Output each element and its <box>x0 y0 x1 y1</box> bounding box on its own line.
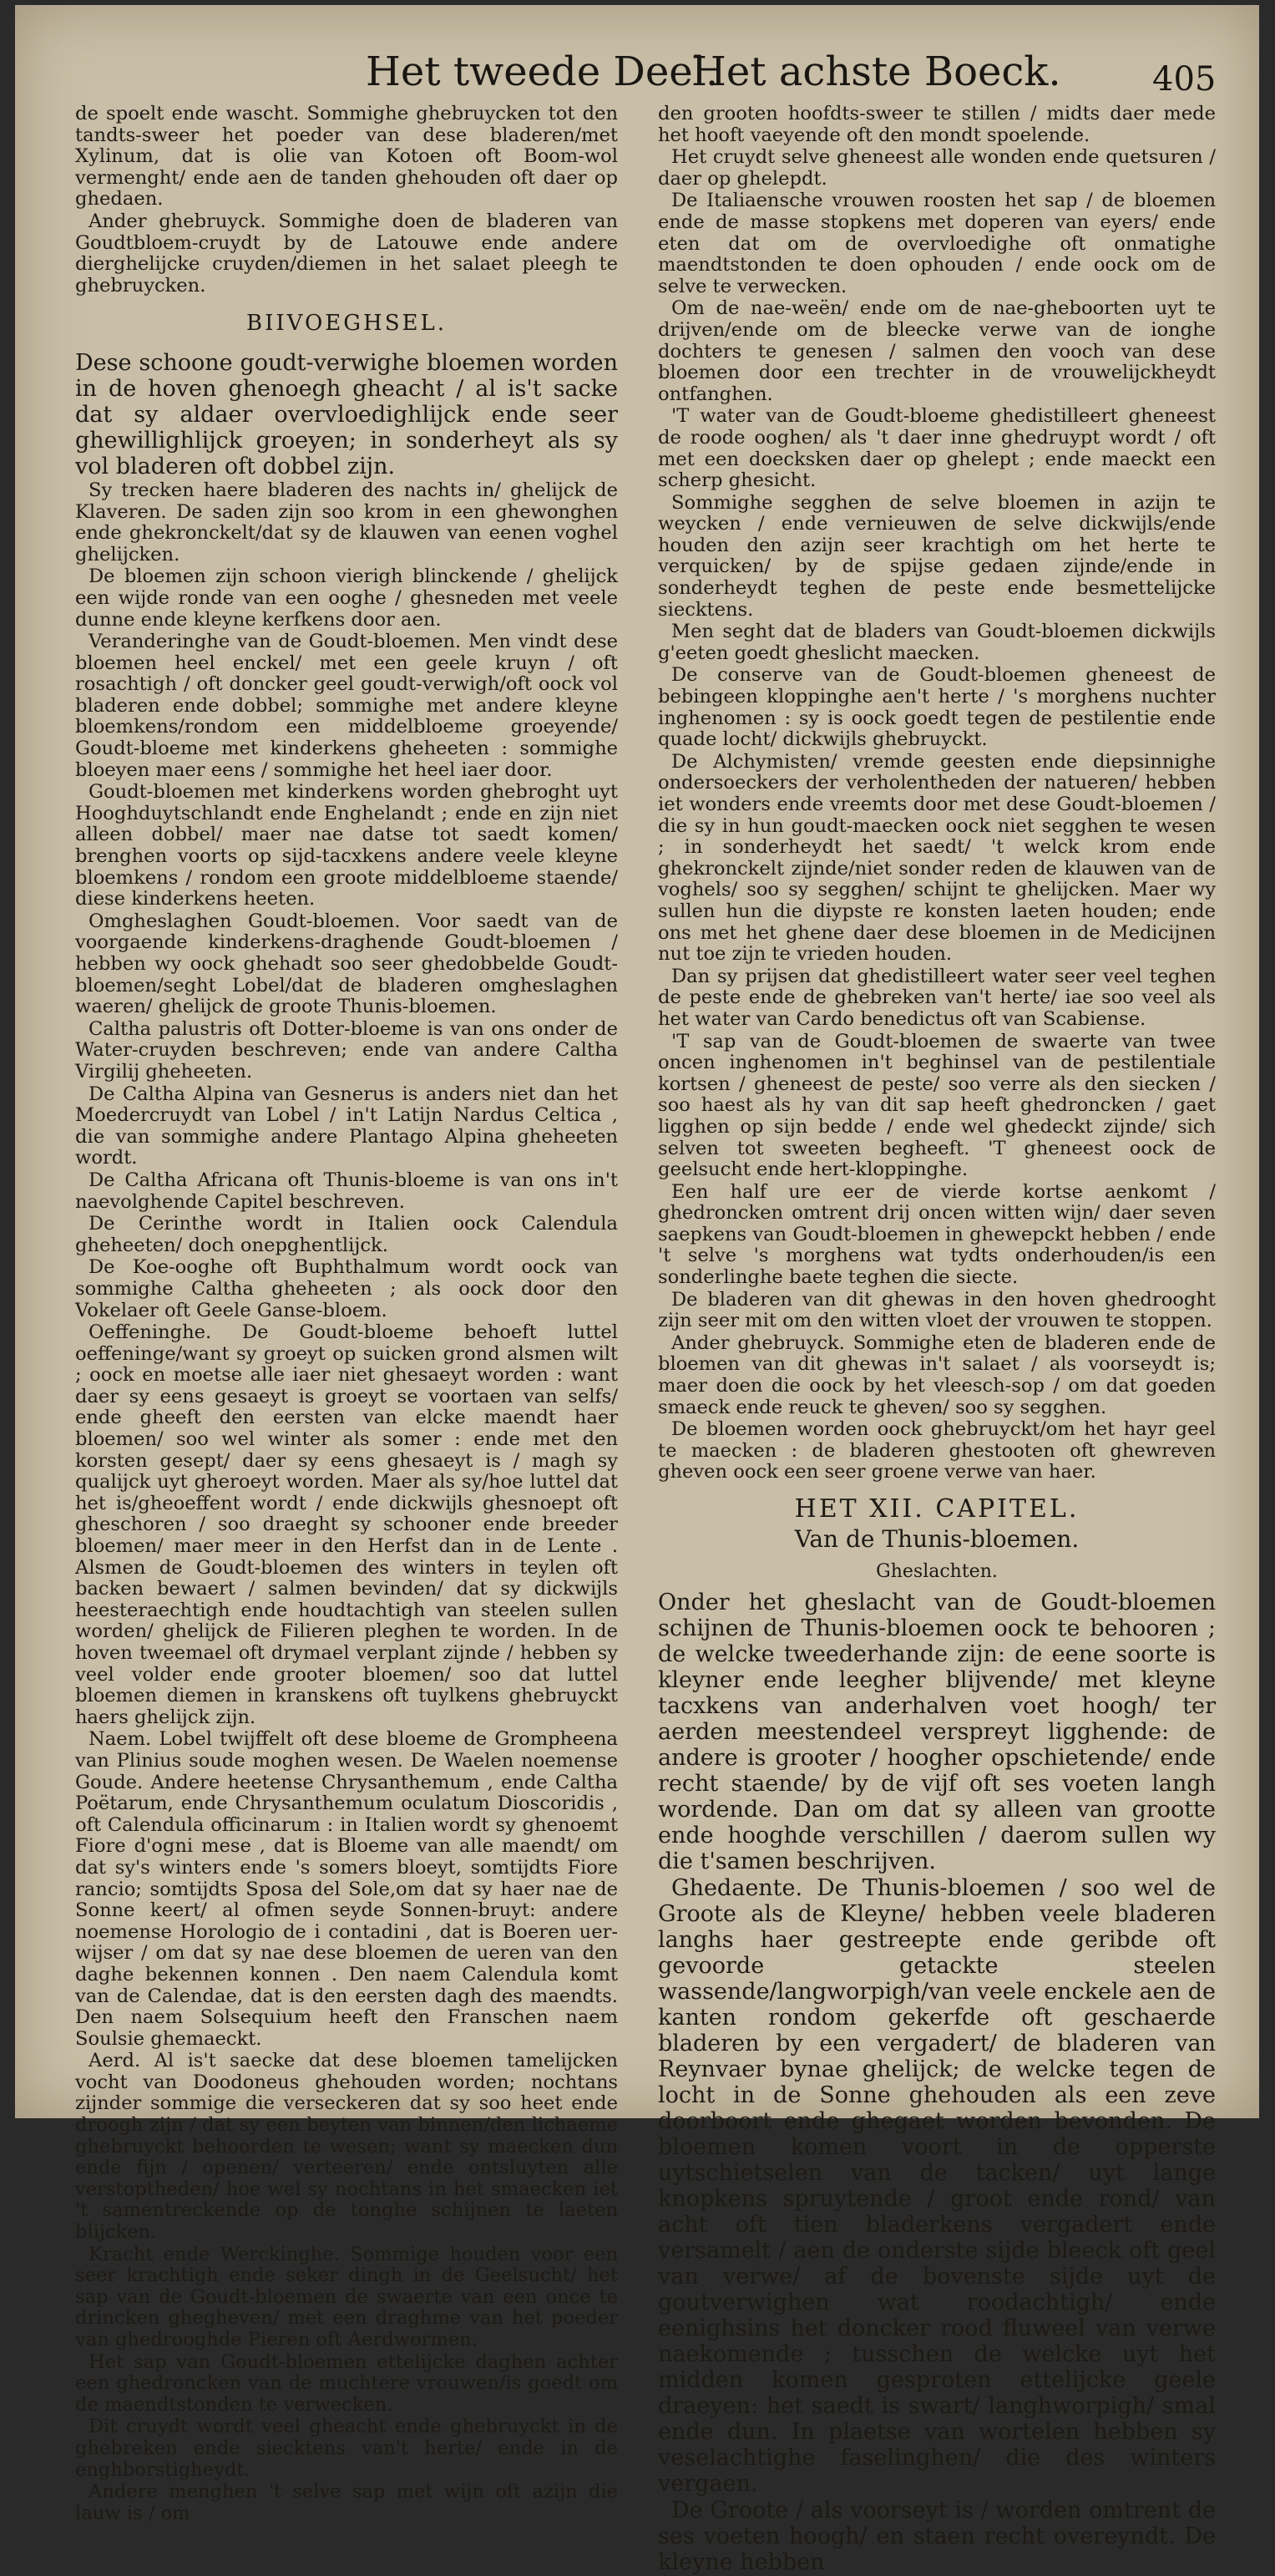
paragraph: Het sap van Goudt-bloemen ettelijcke daghen achter een ghedroncken van de muchtere vrouwen/is goedt om de maendtstonden te verwecken. <box>75 2350 618 2416</box>
paragraph: Omgheslaghen Goudt-bloemen. Voor saedt van de voorgaende kinderkens-draghende Goudt-bloemen / hebben wy oock ghehadt soo seer ghedobbelde Goudt-bloemen/seght Lobel/dat de bladeren omgheslaghen waeren/ ghelijck de groote Thunis-bloemen. <box>75 910 618 1018</box>
chapter-title: HET XII. CAPITEL. <box>794 1494 1080 1524</box>
paragraph: De Caltha Alpina van Gesnerus is anders niet dan het Moedercruydt van Lobel / in't Latijn Nardus Celtica , die van sommighe andere Plantago Alpina gheheeten wordt. <box>75 1083 618 1169</box>
paragraph: De Alchymisten/ vremde geesten ende diepsinnighe ondersoeckers der verholentheden der natueren/ hebben iet wonders ende vreemts door met dese Goudt-bloemen / die sy in hun goudt-maecken oock niet segghen te wesen ; in sonderheydt het saedt/ 't welck krom ende ghekronckelt zijnde/niet sonder reden de klauwen van de voghels/ soo sy segghen/ schijnt te ghelijcken. Maer wy sullen hun die diypste re konsten laeten houden; ende ons met het ghene daer dese bloemen in de Medicijnen nut toe zijn te vrieden houden. <box>658 750 1216 966</box>
paragraph: de spoelt ende wascht. Sommighe ghebruycken tot den tandts-sweer het poeder van dese bladeren/met Xylinum, dat is olie van Kotoen oft Boom-wol vermenght/ ende aen de tanden ghehouden oft daer op ghedaen. <box>75 103 618 210</box>
paragraph: Dan sy prijsen dat ghedistilleert water seer veel teghen de peste ende de ghebreken van't herte/ iae soo veel als het water van Cardo benedictus oft van Scabiense. <box>658 965 1216 1030</box>
paragraph: Ander ghebruyck. Sommighe eten de bladeren ende de bloemen van dit ghewas in't salaet / als voorseydt is; maer doen die oock by het vleesch-sop / om dat goeden smaeck ende reuck te gheven/ soo sy segghen. <box>658 1331 1216 1418</box>
paragraph: De Koe-ooghe oft Buphthalmum wordt oock van sommighe Caltha gheheeten ; als oock door den Vokelaer oft Geele Ganse-bloem. <box>75 1256 618 1321</box>
paragraph: De Caltha Africana oft Thunis-bloeme is van ons in't naevolghende Capitel beschreven. <box>75 1169 618 1213</box>
paragraph: 'T water van de Goudt-bloeme ghedistilleert gheneest de roode ooghen/ als 't daer inne ghedruypt wordt / oft met een doecksken daer op ghelept ; ende maeckt een scherp ghesicht. <box>658 405 1216 492</box>
paragraph: Naem. Lobel twijffelt oft dese bloeme de Grompheena van Plinius soude moghen wesen. De Waelen noemense Goude. Andere heetense Chrysanthemum , ende Caltha Poëtarum, ende Chrysanthemum oculatum Dioscoridis , oft Calendula officinarum : in Italien wordt sy ghenoemt Fiore d'ogni mese , dat is Bloeme van alle maendt/ om dat sy's winters ende 's somers bloeyt, somtijdts Fiore rancio; somtijdts Sposa del Sole,om dat sy haer nae de Sonne keert/ al ofmen seyde Sonnen-bruyt: andere noemense Horologio de i contadini , dat is Boeren uer-wijser / om dat sy nae dese bloemen de ueren van den daghe bekennen konnen . Den naem Calendula komt van de Calendae, dat is den eersten dagh des maendts. Den naem Solsequium heeft den Franschen naem Soulsie ghemaeckt. <box>75 1728 618 2050</box>
subheading: Gheslachten. <box>876 1561 998 1583</box>
paragraph: den grooten hoofdts-sweer te stillen / midts daer mede het hooft vaeyende oft den mondt spoelende. <box>658 103 1216 146</box>
paragraph: Andere menghen 't selve sap met wijn oft azijn die lauw is / om <box>75 2481 618 2524</box>
paragraph: Een half ure eer de vierde kortse aenkomt / ghedroncken omtrent drij oncen witten wijn/ daer seven saepkens van Goudt-bloemen in ghewepckt hebben / ende 't selve 's morghens wat tydts onderhouden/is een sonderlinghe baete teghen die siecte. <box>658 1180 1216 1289</box>
right-running-title: Het achste Boeck. <box>691 48 1061 95</box>
paragraph: 'T sap van de Goudt-bloemen de swaerte van twee oncen inghenomen in't beghinsel van de pestilentiale kortsen / gheneest de peste/ soo verre als den siecken / soo haest als hy van dit sap heeft ghedroncken / gaet ligghen op sijn bedde / ende wel ghedeckt zijnde/ sich selven tot sweeten begheeft. 'T gheneest oock de geelsucht ende hert-kloppinghe. <box>658 1030 1216 1181</box>
paragraph: Goudt-bloemen met kinderkens worden ghebroght uyt Hooghduytschlandt ende Enghelandt ; ende en zijn niet alleen dobbel/ maer nae datse tot saedt komen/ brenghen voorts op sijd-tacxkens andere veele kleyne bloemkens / rondom een groote middelbloeme staende/ diese kinderkens heeten. <box>75 781 618 910</box>
paragraph: Kracht ende Werckinghe. Sommige houden voor een seer krachtigh ende seker dingh in de Geelsucht/ het sap van de Goudt-bloemen de swaerte van een once te drincken ghegheven/ met een draghme van het poeder van ghedrooghde Pieren oft Aerdwormen. <box>75 2243 618 2350</box>
paragraph: De Italiaensche vrouwen roosten het sap / de bloemen ende de masse stopkens met doperen van eyers/ ende eten dat om de overvloedighe oft onmatighe maendtstonden te doen ophouden / ende oock om de selve te verwecken. <box>658 190 1216 297</box>
paragraph: Men seght dat de bladers van Goudt-bloemen dickwijls g'eeten goedt gheslicht maecken. <box>658 621 1216 664</box>
paragraph: De bladeren van dit ghewas in den hoven ghedrooght zijn seer mit om den witten vloet der vrouwen te stoppen. <box>658 1288 1216 1332</box>
paragraph: Onder het gheslacht van de Goudt-bloemen schijnen de Thunis-bloemen oock te behooren ; de welcke tweederhande zijn: de eene soorte is kleyner ende leegher blijvende/ met kleyne tacxkens van anderhalven voet hoogh/ ter aerden meestendeel verspreyt ligghende: de andere is grooter / hoogher opschietende/ ende recht staende/ by de vijf oft ses voeten langh wordende. Dan om dat sy alleen van grootte ende hooghde verschillen / daerom sullen wy die t'samen beschrijven. <box>658 1589 1216 1874</box>
paragraph: Sy trecken haere bladeren des nachts in/ ghelijck de Klaveren. De saden zijn soo krom in een ghewonghen ende ghekronckelt/dat sy de klauwen van eenen voghel ghelijcken. <box>75 479 618 565</box>
right-column <box>658 104 1216 2576</box>
paragraph: De bloemen worden oock ghebruyckt/om het hayr geel te maecken : de bladeren ghestooten oft ghewreven gheven oock een seer groene verwe van haer. <box>658 1418 1216 1483</box>
paragraph: Ander ghebruyck. Sommighe doen de bladeren van Goudtbloem-cruydt by de Latouwe ende andere dierghelijcke cruyden/diemen in het salaet pleegh te ghebruycken. <box>75 210 618 297</box>
paragraph: Dit cruydt wordt veel gheacht ende ghebruyckt in de ghebreken ende siecktens van't herte/ ende in de enghborstigheydt. <box>75 2416 618 2481</box>
paragraph: Aerd. Al is't saecke dat dese bloemen tamelijcken vocht van Doodoneus ghehouden worden; nochtans zijnder sommige die verseckeren dat sy soo heet ende droogh zijn / dat sy een beyten van binnen/den lichaeme ghebruyckt behoorden te wesen; want sy maecken dun ende fijn / openen/ verteeren/ ende ontsluyten alle verstoptheden/ hoe wel sy nochtans in het smaecken iet 't samentreckende op de tonghe schijnen te laeten blijcken. <box>75 2050 618 2244</box>
paragraph: De Cerinthe wordt in Italien oock Calendula gheheeten/ doch onepghentlijck. <box>75 1213 618 1256</box>
paragraph: De Groote / als voorseyt is / worden omtrent de ses voeten hoogh/ en staen recht overeyndt. De kleyne hebben <box>658 2497 1216 2575</box>
paragraph: Om de nae-weën/ ende om de nae-gheboorten uyt te drijven/ende om de bleecke verwe van de ionghe dochters te genesen / salmen den vooch van dese bloemen door een trechter in de vrouwelijckheydt ontfanghen. <box>658 297 1216 405</box>
left-running-title: Het tweede Deel. <box>366 48 719 95</box>
paragraph: De conserve van de Goudt-bloemen gheneest de bebingeen kloppinghe aen't herte / 's morghens nuchter inghenomen : sy is oock goedt tegen de pestilentie ende quade locht/ dickwijls ghebruyckt. <box>658 664 1216 751</box>
paragraph: Ghedaente. De Thunis-bloemen / soo wel de Groote als de Kleyne/ hebben veele bladeren langhs haer gestreepte ende geribde oft gevoorde getackte steelen wassende/langworpigh/van veele enckele aen de kanten rondom gekerfde oft geschaerde bladeren by een vergadert/ de bladeren van Reynvaer bynae ghelijck; de welcke tegen de locht in de Sonne ghehouden als een zeve doorboort ende ghegaet worden bevonden. De bloemen komen voort in de opperste uytschietselen van de tacken/ uyt lange knopkens spruytende / groot ende rond/ van acht oft tien bladerkens vergadert ende versamelt / aen de onderste sijde bleeck oft geel van verwe/ af de bovenste sijde uyt de goutverwighen wat roodachtigh/ ende eenighsins het doncker rood fluweel van verwe naekomende ; tusschen de welcke uyt het midden komen gesproten ettelijcke geele draeyen: het saedt is swart/ langhworpigh/ smal ende dun. In plaetse van wortelen hebben sy veselachtighe faselinghen/ die des winters vergaen. <box>658 1874 1216 2497</box>
paragraph: Het cruydt selve gheneest alle wonden ende quetsuren / daer op ghelepdt. <box>658 146 1216 190</box>
paragraph: De bloemen zijn schoon vierigh blinckende / ghelijck een wijde ronde van een ooghe / ghesneden met veele dunne ende kleyne kerfkens door aen. <box>75 565 618 631</box>
paragraph: Sommighe segghen de selve bloemen in azijn te weycken / ende vernieuwen de selve dickwijls/ende houden den azijn seer krachtigh om het herte te verquicken/ by de spijse gedaen zijnde/ende in sonderheydt teghen de peste ende besmettelijcke siecktens. <box>658 491 1216 621</box>
book-page <box>15 5 1259 2575</box>
paragraph: Oeffeninghe. De Goudt-bloeme behoeft luttel oeffeninge/want sy groeyt op suicken grond alsmen wilt ; oock en moetse alle iaer niet ghesaeyt worden : want daer sy eens gesaeyt is groeyt se voortaen van selfs/ ende gheeft den eersten van elcke maendt haer bloemen/ soo wel winter als somer : ende met den korsten gesept/ daer sy eens ghesaeyt is / magh sy qualijck uyt gheroeyt worden. Maer als sy/hoe luttel dat het is/gheoeffent wordt / ende dickwijls ghesnoept oft gheschoren / soo draeght sy schooner ende breeder bloemen/ maer meer in den Herfst dan in de Lente . Alsmen de Goudt-bloemen des winters in teylen oft backen bewaert / salmen bevinden/ dat sy dickwijls heesteraechtigh ende houdtachtigh van steelen sullen worden/ ghelijck de Filieren pleghen te worden. In de hoven tweemael oft drymael verplant zijnde / hebben sy veel volder ende grooter bloemen/ soo dat luttel bloemen diemen in kranskens oft tuylkens ghebruyckt haers ghelijck zijn. <box>75 1321 618 1728</box>
chapter-subtitle: Van de Thunis-bloemen. <box>794 1524 1080 1553</box>
section-title: BIIVOEGHSEL. <box>245 311 448 337</box>
running-header <box>15 38 1259 97</box>
paragraph: Dese schoone goudt-verwighe bloemen worden in de hoven ghenoegh gheacht / al is't sacke dat sy aldaer overvloedighlijck ende seer ghewillighlijck groeyen; in sonderheyt als sy vol bladeren oft dobbel zijn. <box>75 349 618 479</box>
left-column <box>75 104 618 2525</box>
paragraph: Caltha palustris oft Dotter-bloeme is van ons onder de Water-cruyden beschreven; ende van andere Caltha Virgilij gheheeten. <box>75 1017 618 1083</box>
paragraph: Veranderinghe van de Goudt-bloemen. Men vindt dese bloemen heel enckel/ met een geele kruyn / oft rosachtigh / oft doncker geel goudt-verwigh/oft oock vol bladeren ende dobbel; sommighe met andere kleyne bloemkens/rondom een middelbloeme groeyende/ Goudt-bloeme met kinderkens gheheeten : sommighe bloeyen maer eens / sommighe het heel iaer door. <box>75 631 618 781</box>
page-number: 405 <box>1152 60 1217 99</box>
